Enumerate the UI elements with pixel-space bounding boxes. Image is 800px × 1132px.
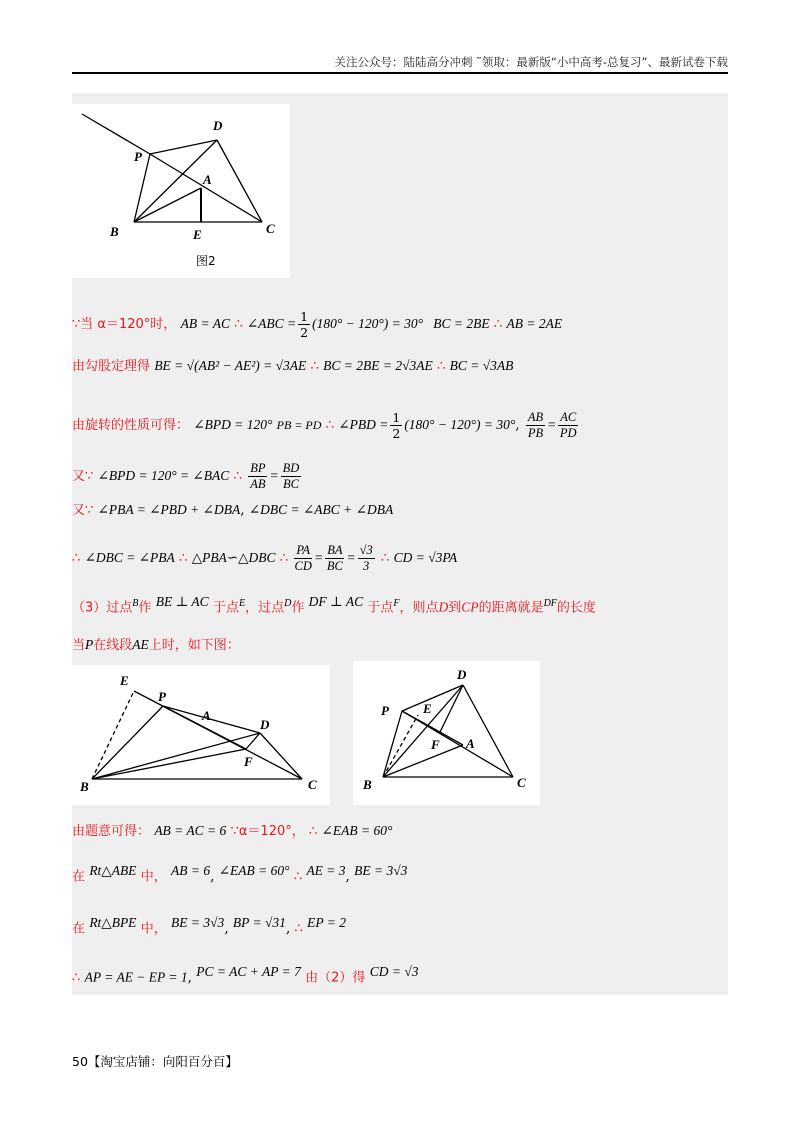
fig3-label-f: F (431, 737, 440, 752)
fraction: $\frac{BA}{BC}$ (326, 543, 343, 573)
fig3-label-e: E (423, 701, 432, 716)
line-12: ∴ AP = AE − EP = 1, $^{PC = AC + AP = 7}$ 由（2）得 $^{CD = √3}$ (72, 964, 419, 986)
math-angle-pbd: ∠PBD = (338, 417, 389, 432)
fig1-label-a: A (203, 172, 212, 187)
math-angle-eq: ∠BPD = 120° = ∠BAC (97, 468, 230, 483)
fig2-label-c: C (308, 777, 317, 792)
math-bc-sqrt3ab: BC = √3AB (449, 358, 514, 373)
therefore-symbol: ∴ (233, 469, 242, 484)
math-be: BE = √(AB² − AE²) = √3AE (154, 358, 307, 373)
solution-panel (72, 93, 728, 995)
math-be-3sqrt3: BE = 3√3 (354, 863, 408, 878)
therefore-symbol: ∴ (279, 551, 289, 566)
fig2-label-d: D (260, 717, 270, 732)
intro-text: 又∵ (72, 469, 94, 484)
therefore-symbol: ∴ (437, 359, 446, 374)
page-footer: 50【淘宝店铺：向阳百分百】 (72, 1054, 238, 1069)
math-angle-dbc: ∠DBC = ∠ABC + ∠DBA (248, 502, 394, 517)
line-1 (72, 309, 562, 340)
line-10: 在 $^{Rt\triangle ABE}$ 中， $^{AB = 6}$, $^{\angle EAB = 60^\circ}$ ∴ $^{AE = 3}$, $^{BE = 3√3}$ (72, 863, 408, 885)
math-ab-2ae: AB = 2AE (506, 316, 563, 331)
fraction: $\frac{BP}{AB}$ (250, 461, 266, 491)
figure-p-on-ae-2 (353, 661, 540, 805)
fraction: $\frac{1}{2}$ (300, 309, 309, 340)
figure-p-on-ae-2-diagram (353, 661, 540, 805)
fig2-label-b: B (80, 779, 89, 794)
fig1-caption: 图2 (196, 254, 216, 268)
math-angle-dbc-pba: ∠DBC = ∠PBA (84, 550, 175, 565)
figure-p-on-ae-1-diagram (72, 665, 330, 805)
line-11: 在 $^{Rt\triangle BPE}$ 中， $^{BE = 3√3}$, $^{BP = √31}$, ∴ $^{EP = 2}$ (72, 915, 346, 937)
therefore-symbol: ∴ (72, 551, 81, 566)
because-text: ∵当 α＝120°时， (72, 317, 177, 332)
fig1-label-c: C (266, 221, 275, 236)
fraction: $\frac{PA}{CD}$ (294, 543, 312, 573)
figure-p-on-ae-1 (72, 665, 330, 805)
math-be-perp-ac: BE ⊥ AC (155, 594, 209, 609)
fig2-label-f: F (244, 754, 253, 769)
fraction: $\frac{1}{2}$ (392, 410, 401, 441)
math-angle-pba: ∠PBA = ∠PBD + ∠DBA (97, 502, 241, 517)
fig1-label-p: P (134, 149, 142, 164)
math-bp-sqrt31: BP = √31 (232, 915, 286, 930)
fig3-label-b: B (363, 777, 372, 792)
math-ab-6: AB = 6 (171, 863, 211, 878)
math-rt-bpe: Rt△BPE (89, 915, 137, 930)
therefore-symbol: ∴ (234, 317, 243, 332)
page-header: 关注公众号：陆陆高分冲刺 ˜领取：最新版“小中高考-总复习”、最新试卷下载 (334, 55, 728, 69)
therefore-symbol: ∴ (309, 824, 318, 839)
fig2-label-e: E (120, 673, 129, 688)
fig1-label-d: D (213, 118, 223, 133)
therefore-symbol: ∴ (294, 921, 303, 937)
fig2-label-a: A (202, 708, 211, 723)
math-angle-bpd: ∠BPD = 120° (193, 417, 273, 432)
math-pb-pd: PB = PD (276, 418, 322, 432)
line-7: （3）过点$^B$作 $^{BE \perp AC}$ 于点$^E$，过点$^D$作 $^{DF \perp AC}$ 于点$^F$，则点D到CP的距离就是$^{DF}$的长度 (72, 594, 596, 616)
line-6: ∴ ∠DBC = ∠PBA ∴ △PBA∽△DBC ∴ $\frac{PA}{CD}$ = $\frac{BA}{BC}$ = $\frac{√3}{3}$ ∴ CD = √3PA (72, 543, 458, 573)
therefore-symbol: ∴ (493, 317, 503, 332)
math-ae-3: AE = 3 (306, 863, 346, 878)
math-angle-value: (180° − 120°) = 30° (312, 316, 423, 331)
line-3: 由旋转的性质可得： ∠BPD = 120° PB = PD ∴ ∠PBD = $\frac{1}{2}$ (180° − 120°) = 30°, $\frac{AB}{PB}$ = $\frac{AC}{PD}$ (72, 410, 577, 441)
therefore-symbol: ∴ (325, 418, 335, 433)
intro-text: 由题意可得： (72, 824, 151, 839)
math-angle-eab: ∠EAB = 60° (321, 823, 393, 838)
line-2 (72, 357, 513, 376)
intro-text: 由勾股定理得 (72, 359, 151, 374)
therefore-symbol: ∴ (293, 869, 303, 885)
math-rt-abe: Rt△ABE (89, 863, 137, 878)
therefore-symbol: ∴ (72, 970, 81, 986)
math-df-perp-ac: DF ⊥ AC (308, 594, 364, 609)
math-angle-eab: ∠EAB = 60° (218, 863, 290, 878)
fraction: $\frac{BD}{BC}$ (282, 461, 300, 491)
fig3-label-a: A (466, 736, 475, 751)
fig3-label-c: C (517, 775, 526, 790)
math-cd-sqrt3: CD = √3 (369, 964, 419, 979)
math-ab-eq-ac: AB = AC (180, 316, 230, 331)
fig3-label-p: P (381, 703, 389, 718)
because-text: ∵α＝120°， (230, 824, 305, 839)
therefore-symbol: ∴ (310, 359, 319, 374)
therefore-symbol: ∴ (381, 551, 390, 566)
line-4: 又∵ ∠BPD = 120° = ∠BAC ∴ $\frac{BP}{AB}$ = $\frac{BD}{BC}$ (72, 461, 300, 491)
fraction: $\frac{√3}{3}$ (359, 543, 373, 573)
therefore-symbol: ∴ (179, 551, 188, 566)
math-angle-abc: ∠ABC = (246, 316, 297, 331)
math-similar-triangles: △PBA∽△DBC (191, 550, 276, 565)
fig3-label-d: D (457, 667, 467, 682)
math-cd-sqrt3pa: CD = √3PA (393, 550, 458, 565)
math-be-3sqrt3: BE = 3√3 (171, 915, 225, 930)
fraction: $\frac{AC}{PD}$ (559, 410, 577, 440)
fraction: $\frac{AB}{PB}$ (527, 410, 544, 440)
line-5: 又∵ ∠PBA = ∠PBD + ∠DBA, ∠DBC = ∠ABC + ∠DBA (72, 502, 394, 518)
intro-text: 由旋转的性质可得： (72, 418, 190, 433)
figure-2-diagram (72, 104, 290, 278)
math-bc: BC = 2BE = 2√3AE (323, 358, 433, 373)
fig1-label-b: B (110, 224, 119, 239)
fig1-label-e: E (193, 227, 202, 242)
line-8: 当P在线段AE上时，如下图： (72, 637, 240, 653)
math-pc-7: PC = AC + AP = 7 (196, 964, 301, 979)
math-ep-2: EP = 2 (307, 915, 346, 930)
header-rule (72, 72, 728, 74)
math-bc-2be: BC = 2BE (433, 316, 490, 331)
math-ap-1: AP = AE − EP = 1 (84, 969, 188, 985)
math-angle-value: (180° − 120°) = 30° (404, 417, 516, 432)
fig2-label-p: P (158, 689, 166, 704)
figure-2 (72, 104, 290, 278)
math-ab-ac-6: AB = AC = 6 (154, 823, 227, 838)
intro-text: 又∵ (72, 503, 94, 518)
line-9 (72, 822, 392, 841)
